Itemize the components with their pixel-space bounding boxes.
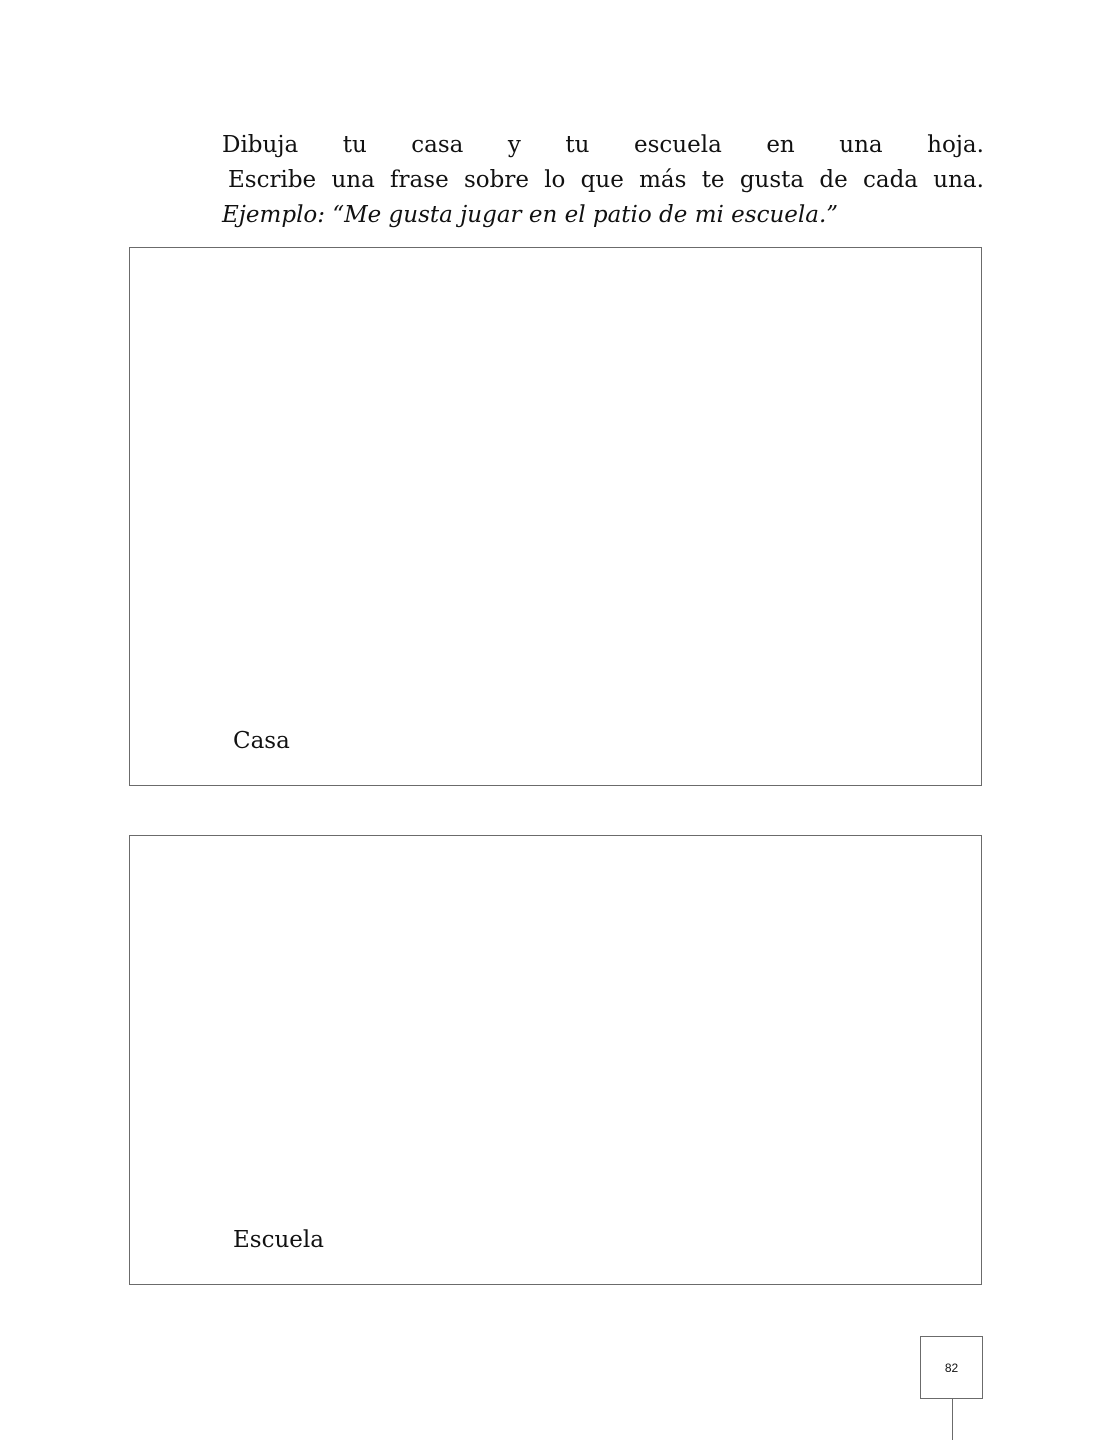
word: escuela	[634, 132, 722, 158]
word: de	[819, 167, 848, 193]
word: sobre	[463, 167, 529, 193]
instructions-text	[222, 128, 984, 233]
word: más	[639, 167, 687, 193]
word: te	[701, 167, 725, 193]
word: hoja.	[927, 132, 984, 158]
page-number-stem	[952, 1399, 953, 1440]
word: una	[331, 167, 375, 193]
word: que	[580, 167, 624, 193]
escuela-drawing-box[interactable]	[129, 835, 982, 1285]
escuela-label: Escuela	[233, 1227, 324, 1253]
word: tu	[565, 132, 590, 158]
instruction-line-2	[222, 163, 984, 198]
word: Dibuja	[222, 132, 299, 158]
casa-drawing-box[interactable]	[129, 247, 982, 786]
word: lo	[544, 167, 566, 193]
word: frase	[390, 167, 449, 193]
word: gusta	[739, 167, 805, 193]
word: una.	[933, 167, 984, 193]
word: cada	[862, 167, 919, 193]
page-number: 82	[920, 1336, 983, 1399]
example-sentence: Ejemplo: “Me gusta jugar en el patio de mi escuela.”	[222, 202, 839, 228]
word: en	[766, 132, 795, 158]
word: una	[839, 132, 883, 158]
casa-label: Casa	[233, 728, 290, 754]
word: y	[507, 132, 521, 158]
word: casa	[411, 132, 464, 158]
word: tu	[342, 132, 367, 158]
word: Escribe	[228, 167, 317, 193]
instruction-line-1	[222, 128, 984, 163]
